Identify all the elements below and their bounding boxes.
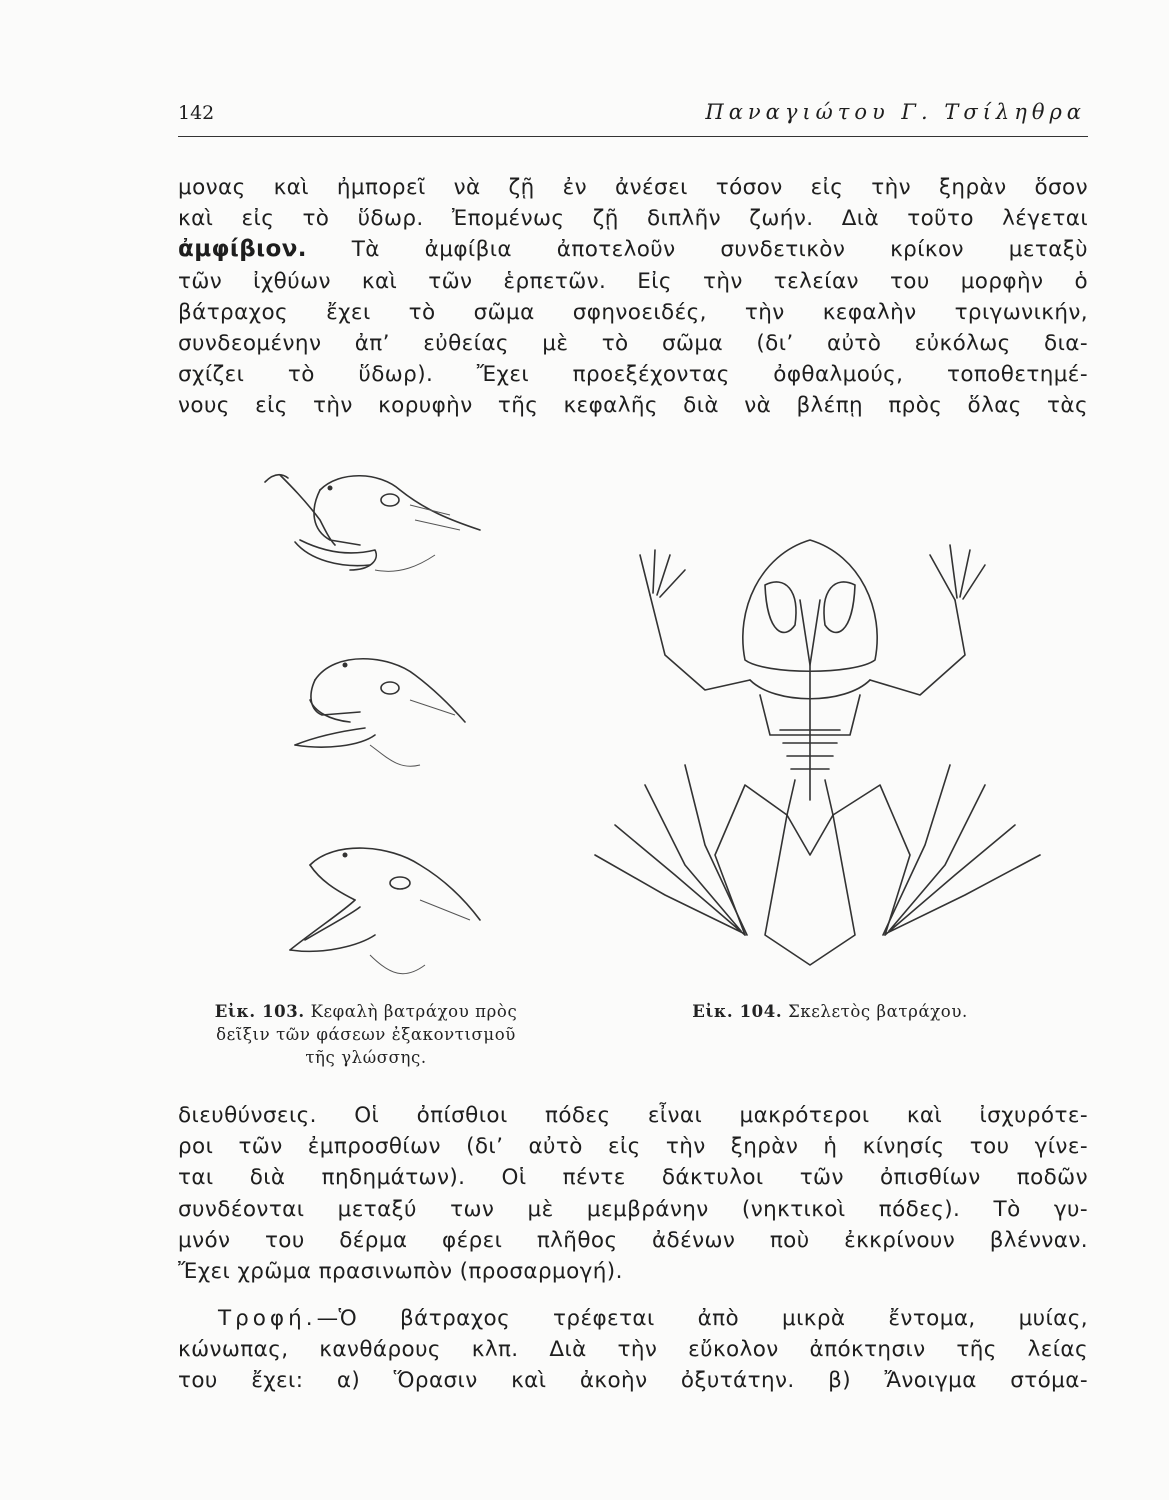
page-header [178, 100, 1088, 137]
right-leg [833, 765, 1040, 935]
text-line-with-heading [178, 1303, 1088, 1334]
pelvis [765, 815, 855, 965]
caption-text: δεῖξιν τῶν φάσεων ἐξακοντισμοῦ [216, 1025, 516, 1044]
text-line: του ἔχει: α) Ὅρασιν καὶ ἀκοὴν ὀξυτάτην. β) Ἄνοιγμα στόμα- [178, 1368, 1088, 1394]
paragraph-2 [178, 1100, 1088, 1287]
text-fragment: Τὰ ἀμφίβια ἀποτελοῦν συνδετικὸν κρίκον μεταξὺ [351, 237, 1088, 263]
paragraph-3 [178, 1303, 1088, 1397]
right-arm [870, 545, 985, 695]
text-line: ται διὰ πηδημάτων). Οἱ πέντε δάκτυλοι τῶν ὀπισθίων ποδῶν [178, 1165, 1088, 1191]
text-line: βάτραχος ἔχει τὸ σῶμα σφηνοειδές, τὴν κεφαλὴν τριγωνικήν, [178, 299, 1088, 325]
figure-103-label: Εἰκ. 103. [214, 1002, 305, 1021]
text-line: σχίζει τὸ ὕδωρ). Ἔχει προεξέχοντας ὀφθαλμούς, τοποθετημέ- [178, 362, 1088, 388]
text-line: Ἔχει χρῶμα πρασινωπὸν (προσαρμογή). [178, 1259, 623, 1285]
caption-text: τῆς γλώσσης. [305, 1048, 427, 1067]
text-line-with-term [178, 234, 1088, 265]
text-line: μονας καὶ ἠμπορεῖ νὰ ζῇ ἐν ἀνέσει τόσον εἰς τὴν ξηρὰν ὅσον [178, 175, 1088, 200]
text-line: καὶ εἰς τὸ ὕδωρ. Ἐπομένως ζῇ διπλῆν ζωήν. Διὰ τοῦτο λέγεται [178, 206, 1088, 232]
skull [743, 540, 877, 671]
figure-104-label: Εἰκ. 104. [692, 1002, 783, 1021]
spine [780, 665, 840, 855]
text-line: μνόν του δέρμα φέρει πλῆθος ἀδένων ποὺ ἐκκρίνουν βλένναν. [178, 1227, 1088, 1253]
left-leg [595, 765, 787, 935]
frog-head-phase-1 [265, 475, 480, 572]
text-line: συνδέονται μεταξύ των μὲ μεμβράνην (νηκτικοὶ πόδες). Τὸ γυ- [178, 1196, 1088, 1222]
text-line: διευθύνσεις. Οἱ ὀπίσθιοι πόδες εἶναι μακρότεροι καὶ ἰσχυρότε- [178, 1103, 1088, 1128]
figure-104-caption [620, 1000, 1040, 1023]
text-fragment: —Ὁ βάτραχος τρέφεται ἀπὸ μικρὰ ἔντομα, μυίας, [316, 1306, 1088, 1331]
caption-text: Σκελετὸς βατράχου. [788, 1002, 968, 1021]
section-heading: Τροφή. [218, 1306, 317, 1331]
frog-head-phase-3 [290, 848, 480, 974]
left-arm [640, 550, 750, 690]
figure-103-caption [176, 1000, 556, 1069]
page-number: 142 [178, 102, 215, 124]
frog-heads-illustration [250, 460, 510, 990]
frog-skeleton-illustration [555, 515, 1075, 980]
paragraph-1 [178, 172, 1088, 422]
text-line: κώνωπας, κανθάρους κλπ. Διὰ τὴν εὔκολον ἀπόκτησιν τῆς λείας [178, 1337, 1088, 1363]
text-line: νους εἰς τὴν κορυφὴν τῆς κεφαλῆς διὰ νὰ βλέπῃ πρὸς ὅλας τὰς [178, 393, 1088, 419]
text-line: συνδεομένην ἀπ’ εὐθείας μὲ τὸ σῶμα (δι’ αὐτὸ εὐκόλως δια- [178, 331, 1088, 357]
text-line: ροι τῶν ἐμπροσθίων (δι’ αὐτὸ εἰς τὴν ξηρὰν ἡ κίνησίς του γίνε- [178, 1134, 1088, 1160]
frog-head-phase-2 [295, 659, 465, 767]
caption-text: Κεφαλὴ βατράχου πρὸς [310, 1002, 518, 1021]
text-line: τῶν ἰχθύων καὶ τῶν ἑρπετῶν. Εἰς τὴν τελείαν του μορφὴν ὁ [178, 268, 1088, 294]
running-head: Παναγιώτου Γ. Τσίληθρα [705, 100, 1086, 124]
bold-term: ἀμφίβιον. [178, 236, 307, 263]
